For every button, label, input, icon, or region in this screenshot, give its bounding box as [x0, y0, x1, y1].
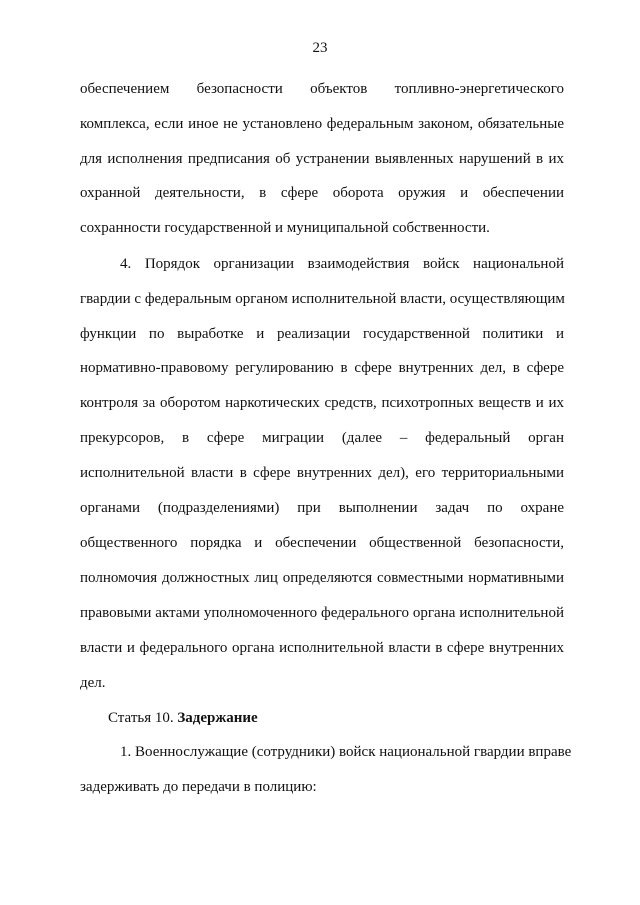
- paragraph-line: дел.: [80, 675, 106, 691]
- paragraph-line: исполнительной власти в сфере внутренних дел), его территориальными: [80, 465, 564, 481]
- paragraph-line: общественного порядка и обеспечении общественной безопасности,: [80, 535, 564, 551]
- paragraph-line: контроля за оборотом наркотических средств, психотропных веществ и их: [80, 395, 564, 411]
- paragraph-line: задерживать до передачи в полицию:: [80, 779, 317, 795]
- paragraph-line: прекурсоров, в сфере миграции (далее – федеральный орган: [80, 430, 564, 446]
- article-heading: [108, 709, 564, 727]
- paragraph-line: функции по выработке и реализации государственной политики и: [80, 326, 564, 342]
- paragraph-line: охранной деятельности, в сфере оборота оружия и обеспечении: [80, 185, 564, 201]
- article-number: Статья 10.: [108, 710, 178, 726]
- article-title: Задержание: [177, 710, 258, 726]
- paragraph-line: сохранности государственной и муниципальной собственности.: [80, 220, 490, 236]
- page-number: 23: [312, 40, 328, 56]
- paragraph-line: полномочия должностных лиц определяются совместными нормативными: [80, 570, 564, 586]
- paragraph-line: комплекса, если иное не установлено федеральным законом, обязательные: [80, 116, 564, 132]
- paragraph-line: гвардии с федеральным органом исполнительной власти, осуществляющим: [80, 291, 565, 307]
- paragraph-line: органами (подразделениями) при выполнении задач по охране: [80, 500, 564, 516]
- paragraph-line: для исполнения предписания об устранении выявленных нарушений в их: [80, 151, 564, 167]
- paragraph-line: 4. Порядок организации взаимодействия войск национальной: [120, 256, 564, 272]
- paragraph-line: нормативно-правовому регулированию в сфере внутренних дел, в сфере: [80, 360, 564, 376]
- paragraph-line: правовыми актами уполномоченного федерального органа исполнительной: [80, 605, 564, 621]
- paragraph-line: 1. Военнослужащие (сотрудники) войск национальной гвардии вправе: [120, 744, 572, 760]
- paragraph-line: власти и федерального органа исполнительной власти в сфере внутренних: [80, 640, 564, 656]
- paragraph-line: обеспечением безопасности объектов топливно-энергетического: [80, 81, 564, 97]
